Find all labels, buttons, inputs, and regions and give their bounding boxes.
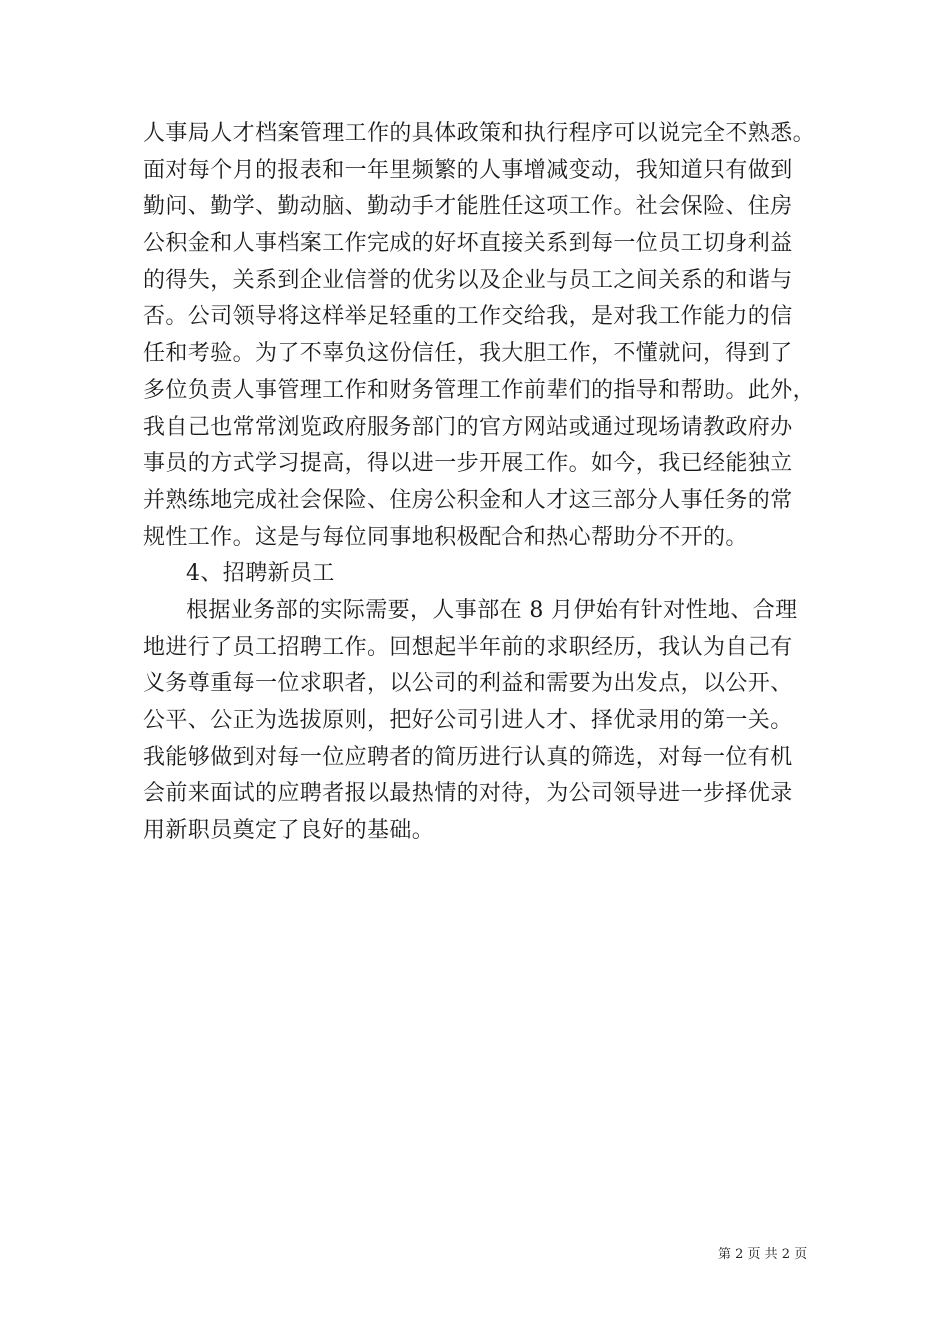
text-line: 人事局人才档案管理工作的具体政策和执行程序可以说完全不熟悉。	[143, 121, 816, 146]
text-line: 用新职员奠定了良好的基础。	[143, 818, 435, 844]
section-heading: 4、招聘新员工	[186, 561, 335, 587]
text-line: 会前来面试的应聘者报以最热情的对待，为公司领导进一步择优录	[143, 781, 793, 807]
text-line: 多位负责人事管理工作和财务管理工作前辈们的指导和帮助。此外，	[143, 377, 816, 403]
text-line: 否。公司领导将这样举足轻重的工作交给我，是对我工作能力的信	[143, 304, 793, 330]
text-line: 事员的方式学习提高，得以进一步开展工作。如今，我已经能独立	[143, 451, 793, 477]
text-line: 根据业务部的实际需要，人事部在 8 月伊始有针对性地、合理	[186, 597, 798, 623]
text-line: 规性工作。这是与每位同事地积极配合和热心帮助分不开的。	[143, 524, 748, 550]
text-line: 我自己也常常浏览政府服务部门的官方网站或通过现场请教政府办	[143, 414, 793, 440]
text-line: 义务尊重每一位求职者，以公司的利益和需要为出发点，以公开、	[143, 671, 793, 697]
text-line: 我能够做到对每一位应聘者的简历进行认真的筛选，对每一位有机	[143, 744, 793, 770]
text-line: 的得失，关系到企业信誉的优劣以及企业与员工之间关系的和谐与	[143, 267, 793, 293]
page-number-footer: 第 2 页 共 2 页	[718, 1247, 808, 1262]
body-text	[143, 116, 823, 850]
text-line: 公平、公正为选拔原则，把好公司引进人才、择优录用的第一关。	[143, 708, 793, 733]
text-line: 地进行了员工招聘工作。回想起半年前的求职经历，我认为自己有	[143, 634, 793, 660]
text-line: 面对每个月的报表和一年里频繁的人事增减变动，我知道只有做到	[143, 157, 793, 183]
text-line: 任和考验。为了不辜负这份信任，我大胆工作，不懂就问，得到了	[143, 341, 793, 367]
text-line: 公积金和人事档案工作完成的好坏直接关系到每一位员工切身利益	[143, 231, 793, 257]
text-line: 并熟练地完成社会保险、住房公积金和人才这三部分人事任务的常	[143, 487, 793, 513]
text-line: 勤问、勤学、勤动脑、勤动手才能胜任这项工作。社会保险、住房	[143, 194, 793, 220]
